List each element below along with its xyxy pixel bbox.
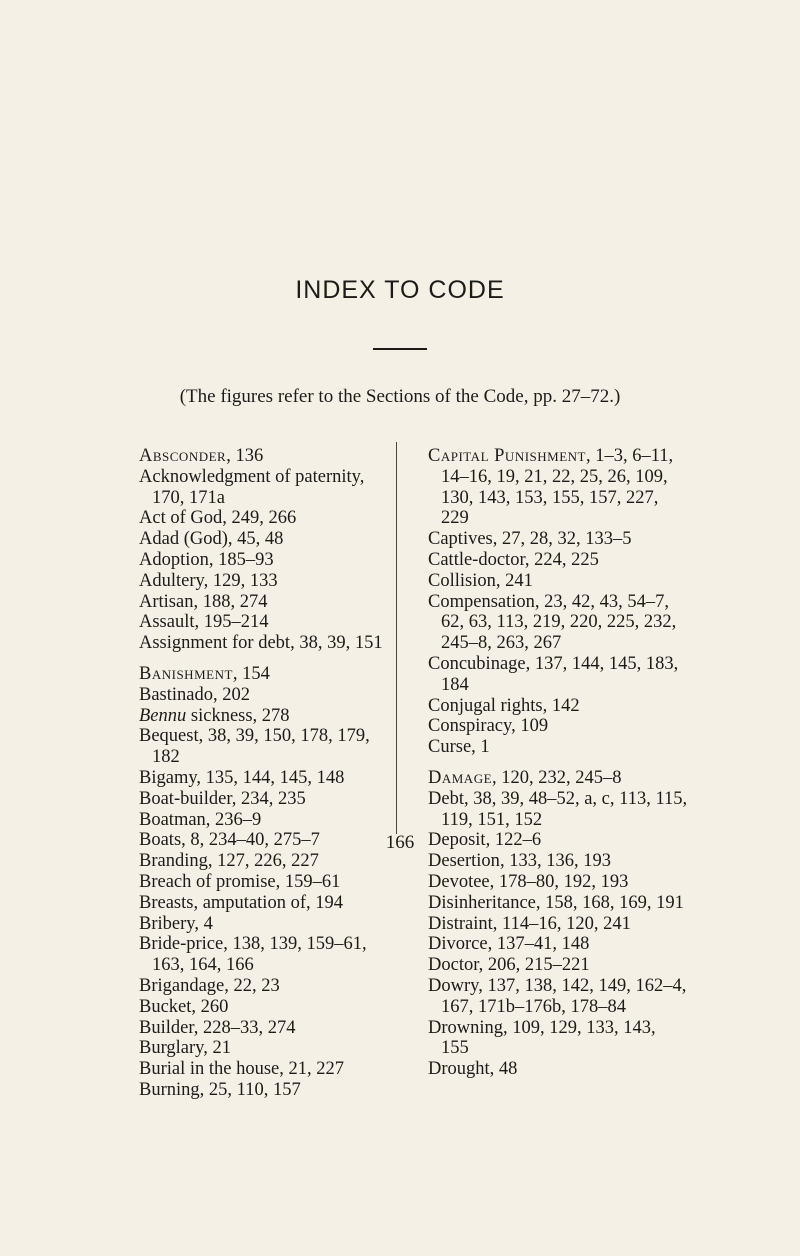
index-term: Bigamy (139, 767, 197, 788)
index-term: Breasts, amputation of (139, 892, 306, 913)
index-refs: 45, 48 (237, 529, 284, 550)
index-refs: 109 (520, 716, 549, 737)
index-entry: Drowning, 109, 129, 133, 143, 155 (428, 1017, 656, 1059)
index-entry: Bastinado, 202 (139, 684, 250, 705)
index-term: Adultery (139, 570, 204, 591)
index-column-right (428, 446, 688, 1080)
index-term: Brigandage (139, 975, 225, 996)
index-entry: Assault, 195–214 (139, 612, 269, 633)
index-term: Deposit (428, 830, 486, 851)
index-term: Acknowledgment of paternity (139, 466, 360, 487)
index-entry: Compensation, 23, 42, 43, 54–7, 62, 63, 113, 219, 220, 225, 232, 245–8, 263, 267 (428, 591, 677, 654)
index-refs: 158, 168, 169, 191 (545, 892, 684, 913)
index-refs: 38, 39, 151 (299, 633, 383, 654)
index-term: Drowning (428, 1017, 504, 1038)
index-term: Distraint (428, 913, 493, 934)
index-entry: Doctor, 206, 215–221 (428, 955, 590, 976)
index-refs: sickness, 278 (190, 705, 290, 726)
index-term: Burglary (139, 1038, 204, 1059)
index-refs: 224, 225 (534, 549, 599, 570)
index-term: Boat-builder (139, 788, 232, 809)
index-term: Bribery (139, 913, 195, 934)
index-entry: Debt, 38, 39, 48–52, a, c, 113, 115, 119, 151, 152 (428, 788, 688, 830)
index-term: Bastinado (139, 684, 213, 705)
index-term: Bride-price (139, 934, 224, 955)
index-refs: 159–61 (284, 871, 341, 892)
index-entry: Artisan, 188, 274 (139, 591, 268, 612)
index-refs: 202 (222, 684, 250, 705)
index-refs: 23, 42, 43, 54–7, 62, 63, 113, 219, 220, 225, 232, 245–8, 263, 267 (441, 591, 677, 654)
index-refs: 38, 39, 150, 178, 179, 182 (152, 726, 370, 768)
index-entry: Distraint, 114–16, 120, 241 (428, 913, 631, 934)
index-term: Assignment for debt (139, 633, 291, 654)
index-term: Curse (428, 737, 472, 758)
index-refs: 194 (315, 892, 343, 913)
index-refs: 138, 139, 159–61, 163, 164, 166 (152, 934, 367, 976)
index-term: Bennu (139, 705, 187, 726)
index-entry: Adultery, 129, 133 (139, 570, 278, 591)
index-term: Devotee (428, 871, 490, 892)
index-refs: 1–3, 6–11, 14–16, 19, 21, 22, 25, 26, 109, 130, 143, 153, 155, 157, 227, 229 (441, 446, 674, 529)
column-divider (396, 442, 397, 834)
index-entry: Disinheritance, 158, 168, 169, 191 (428, 892, 684, 913)
index-entry: Collision, 241 (428, 570, 533, 591)
index-entry: Boatman, 236–9 (139, 809, 262, 830)
index-term: Burning (139, 1079, 200, 1100)
index-entry: Divorce, 137–41, 148 (428, 934, 590, 955)
index-term: Conspiracy (428, 716, 512, 737)
page-number: 166 (385, 832, 415, 853)
index-entry: Devotee, 178–80, 192, 193 (428, 871, 629, 892)
index-term: Collision (428, 570, 496, 591)
index-refs: 228–33, 274 (203, 1017, 296, 1038)
index-term: Boats (139, 830, 182, 851)
index-entry: Cattle-doctor, 224, 225 (428, 549, 599, 570)
index-term: Artisan (139, 591, 194, 612)
index-refs: 27, 28, 32, 133–5 (502, 529, 632, 550)
index-entry: Conjugal rights, 142 (428, 695, 580, 716)
index-term: Branding (139, 851, 208, 872)
index-term: Drought (428, 1059, 490, 1080)
index-refs: 1 (480, 737, 490, 758)
index-term: Disinheritance (428, 892, 536, 913)
index-refs: 114–16, 120, 241 (502, 913, 631, 934)
index-refs: 195–214 (203, 612, 269, 633)
index-entry: Adoption, 185–93 (139, 549, 274, 570)
index-refs: 135, 144, 145, 148 (205, 767, 345, 788)
index-entry: Act of God, 249, 266 (139, 508, 297, 529)
index-refs: 142 (551, 695, 580, 716)
index-refs: 206, 215–221 (487, 955, 590, 976)
index-entry: Deposit, 122–6 (428, 830, 542, 851)
index-refs: 234, 235 (241, 788, 306, 809)
index-term: Concubinage (428, 653, 526, 674)
index-entry: Drought, 48 (428, 1059, 518, 1080)
index-term: Capital Punishment (428, 446, 586, 466)
index-refs: 178–80, 192, 193 (498, 871, 629, 892)
index-entry: Captives, 27, 28, 32, 133–5 (428, 529, 632, 550)
index-refs: 109, 129, 133, 143, 155 (441, 1017, 656, 1059)
index-refs: 122–6 (494, 830, 542, 851)
index-entry: Banishment, 154 (139, 663, 270, 684)
index-refs: 249, 266 (231, 508, 297, 529)
index-term: Captives (428, 529, 493, 550)
index-refs: 137, 144, 145, 183, 184 (441, 653, 679, 695)
index-refs: 48 (498, 1059, 518, 1080)
title-rule (373, 348, 427, 350)
index-entry (139, 706, 391, 727)
index-column-left (139, 446, 391, 1101)
index-refs: 137–41, 148 (496, 934, 590, 955)
index-term: Boatman (139, 809, 206, 830)
index-term: Damage (428, 767, 493, 788)
index-term: Desertion (428, 851, 500, 872)
index-refs: 154 (242, 663, 270, 684)
index-entry: Bucket, 260 (139, 996, 229, 1017)
index-refs: 185–93 (218, 549, 274, 570)
index-refs: 241 (505, 570, 533, 591)
index-entry: Bequest, 38, 39, 150, 178, 179, 182 (139, 726, 370, 768)
index-entry: Burning, 25, 110, 157 (139, 1079, 301, 1100)
index-entry: Conspiracy, 109 (428, 716, 549, 737)
index-refs: 136 (235, 446, 264, 466)
index-entry: Capital Punishment, 1–3, 6–11, 14–16, 19, 21, 22, 25, 26, 109, 130, 143, 153, 155, 157, 227, 229 (428, 446, 674, 529)
index-entry: Breach of promise, 159–61 (139, 871, 341, 892)
index-refs: 236–9 (215, 809, 262, 830)
index-entry: Breasts, amputation of, 194 (139, 892, 343, 913)
index-entry: Acknowledgment of paternity, 170, 171a (139, 466, 365, 508)
index-entry: Boats, 8, 234–40, 275–7 (139, 830, 320, 851)
index-refs: 22, 23 (233, 975, 280, 996)
index-term: Divorce (428, 934, 488, 955)
index-entry: Boat-builder, 234, 235 (139, 788, 306, 809)
index-entry: Dowry, 137, 138, 142, 149, 162–4, 167, 171b–176b, 178–84 (428, 975, 687, 1017)
index-term: Assault (139, 612, 195, 633)
index-entry: Assignment for debt, 38, 39, 151 (139, 633, 383, 654)
index-term: Banishment (139, 663, 233, 684)
index-entry: Curse, 1 (428, 737, 490, 758)
index-entry: Adad (God), 45, 48 (139, 529, 284, 550)
index-term: Bequest (139, 726, 199, 747)
index-term: Adad (God) (139, 529, 228, 550)
index-term: Compensation (428, 591, 535, 612)
index-entry: Bride-price, 138, 139, 159–61, 163, 164, 166 (139, 934, 367, 976)
index-entry: Bribery, 4 (139, 913, 213, 934)
index-refs: 127, 226, 227 (217, 851, 319, 872)
index-term: Cattle-doctor (428, 549, 525, 570)
index-entry: Absconder, 136 (139, 446, 264, 466)
index-entry: Damage, 120, 232, 245–8 (428, 767, 622, 788)
index-term: Conjugal rights (428, 695, 543, 716)
index-refs: 4 (203, 913, 213, 934)
index-term: Debt (428, 788, 464, 809)
index-entry: Bigamy, 135, 144, 145, 148 (139, 767, 345, 788)
index-entry: Brigandage, 22, 23 (139, 975, 280, 996)
index-term: Bucket (139, 996, 192, 1017)
index-refs: 21, 227 (288, 1059, 345, 1080)
index-entry: Desertion, 133, 136, 193 (428, 851, 611, 872)
index-refs: 8, 234–40, 275–7 (190, 830, 320, 851)
index-refs: 133, 136, 193 (509, 851, 611, 872)
index-refs: 21 (212, 1038, 231, 1059)
index-refs: 260 (200, 996, 229, 1017)
page-title: INDEX TO CODE (295, 276, 505, 304)
index-term: Builder (139, 1017, 194, 1038)
index-entry: Burglary, 21 (139, 1038, 231, 1059)
index-refs: 137, 138, 142, 149, 162–4, 167, 171b–176b, 178–84 (441, 975, 687, 1017)
index-refs: 25, 110, 157 (208, 1079, 301, 1100)
index-note: (The figures refer to the Sections of the Code, pp. 27–72.) (179, 386, 621, 407)
index-term: Doctor (428, 955, 479, 976)
index-refs: 188, 274 (202, 591, 268, 612)
index-refs: 120, 232, 245–8 (501, 767, 622, 788)
index-term: Absconder (139, 446, 227, 466)
index-term: Act of God (139, 508, 223, 529)
index-entry: Concubinage, 137, 144, 145, 183, 184 (428, 653, 679, 695)
index-term: Adoption (139, 549, 209, 570)
index-refs: 170, 171a (152, 487, 225, 508)
index-entry: Builder, 228–33, 274 (139, 1017, 296, 1038)
index-refs: 38, 39, 48–52, a, c, 113, 115, 119, 151, 152 (441, 788, 688, 830)
index-term: Dowry (428, 975, 479, 996)
index-term: Breach of promise (139, 871, 276, 892)
index-term: Burial in the house (139, 1059, 280, 1080)
index-refs: 129, 133 (212, 570, 278, 591)
index-entry: Burial in the house, 21, 227 (139, 1059, 345, 1080)
index-entry: Branding, 127, 226, 227 (139, 851, 319, 872)
